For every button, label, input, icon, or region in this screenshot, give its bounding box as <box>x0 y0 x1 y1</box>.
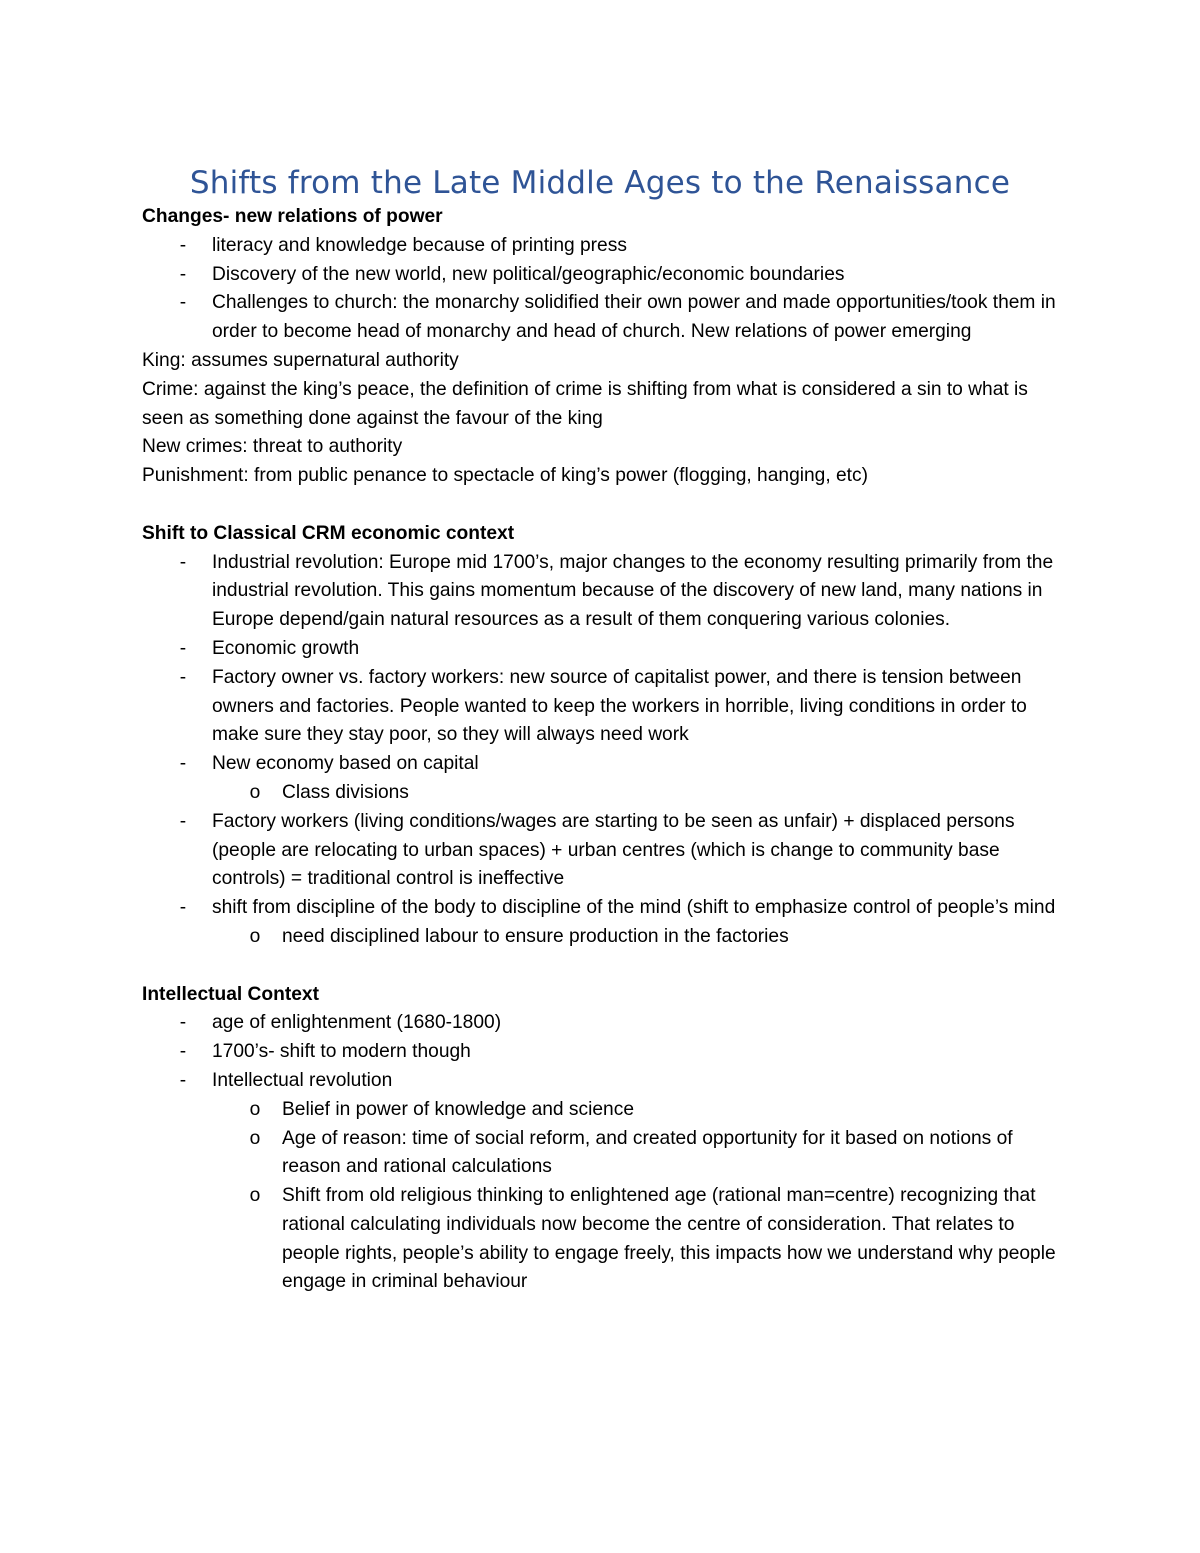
list-item: - Economic growth <box>142 635 1072 664</box>
dash-bullet: - <box>179 810 187 832</box>
list-item: - shift from discipline of the body to discipline of the mind (shift to emphasize control of people’s mind o need disciplined labour to ensure production in the factories <box>142 894 1072 952</box>
paragraph: New crimes: threat to authority <box>142 436 403 458</box>
dash-bullet: - <box>179 753 187 775</box>
list-item: - Discovery of the new world, new political/geographic/economic boundaries <box>142 261 1072 290</box>
dash-bullet: - <box>179 1012 187 1034</box>
dash-bullet: - <box>179 551 187 573</box>
list-item: - Challenges to church: the monarchy solidified their own power and made opportunities/took them in order to become head of monarchy and head of church. New relations of power emerging <box>142 289 1072 347</box>
list-item: - New economy based on capital o Class divisions <box>142 750 1072 808</box>
circle-bullet: o <box>249 925 261 947</box>
list-item: - Factory workers (living conditions/wages are starting to be seen as unfair) + displaced persons (people are relocating to urban spaces) + urban centres (which is change to community base controls) = traditional control is ineffective <box>142 808 1072 894</box>
section-heading: Shift to Classical CRM economic context <box>142 522 515 544</box>
list-item: - 1700’s- shift to modern though <box>142 1038 1072 1067</box>
list-item: - age of enlightenment (1680-1800) <box>142 1009 1072 1038</box>
dash-bullet: - <box>179 234 187 256</box>
list-item: - Intellectual revolution o Belief in power of knowledge and science o Age of reason: time of social reform, and created opportunity for it based on notions of reason and rational calculations o Shift from old religious thinking to enlightened age (rational man=centre) recognizing that rational calculating individuals now become the centre of consideration. That relates to people rights, people’s ability to engage freely, this impacts how we understand why people engage in criminal behaviour <box>142 1067 1072 1297</box>
paragraph: Crime: against the king’s peace, the definition of crime is shifting from what is considered a sin to what is seen as something done against the favour of the king <box>142 378 1028 429</box>
circle-bullet: o <box>249 1127 261 1149</box>
sub-list-item: o Class divisions <box>142 779 1072 808</box>
circle-bullet: o <box>249 781 261 803</box>
sub-bullet-list <box>212 1096 1072 1298</box>
sub-list-item: o Shift from old religious thinking to enlightened age (rational man=centre) recognizing that rational calculating individuals now become the centre of consideration. That relates to people rights, people’s ability to engage freely, this impacts how we understand why people engage in criminal behaviour <box>142 1182 1072 1297</box>
list-item: - literacy and knowledge because of printing press <box>142 232 1072 261</box>
sub-bullet-list <box>212 923 1072 952</box>
bullet-list <box>142 549 1072 952</box>
blank-line <box>142 952 1072 981</box>
dash-bullet: - <box>179 1069 187 1091</box>
dash-bullet: - <box>179 637 187 659</box>
bullet-list <box>142 232 1072 347</box>
circle-bullet: o <box>249 1098 261 1120</box>
page-title: Shifts from the Late Middle Ages to the Renaissance <box>189 165 1011 201</box>
sub-list-item: o need disciplined labour to ensure production in the factories <box>142 923 1072 952</box>
list-item: - Factory owner vs. factory workers: new source of capitalist power, and there is tension between owners and factories. People wanted to keep the workers in horrible, living conditions in order to make sure they stay poor, so they will always need work <box>142 664 1072 750</box>
list-item: - Industrial revolution: Europe mid 1700’s, major changes to the economy resulting primarily from the industrial revolution. This gains momentum because of the discovery of new land, many nations in Europe depend/gain natural resources as a result of them conquering various colonies. <box>142 549 1072 635</box>
dash-bullet: - <box>179 292 187 314</box>
section-heading: Changes- new relations of power <box>142 206 443 227</box>
dash-bullet: - <box>179 666 187 688</box>
circle-bullet: o <box>249 1185 261 1207</box>
dash-bullet: - <box>179 263 187 285</box>
blank-line <box>142 491 1072 520</box>
paragraph: Punishment: from public penance to spectacle of king’s power (flogging, hanging, etc) <box>142 465 868 487</box>
dash-bullet: - <box>179 897 187 919</box>
sub-bullet-list <box>212 779 1072 808</box>
bullet-list <box>142 1009 1072 1297</box>
document-body <box>142 203 1072 1297</box>
sub-list-item: o Belief in power of knowledge and science <box>142 1096 1072 1125</box>
sub-list-item: o Age of reason: time of social reform, and created opportunity for it based on notions of reason and rational calculations <box>142 1125 1072 1183</box>
dash-bullet: - <box>179 1041 187 1063</box>
paragraph: King: assumes supernatural authority <box>142 349 459 371</box>
section-heading: Intellectual Context <box>142 983 319 1005</box>
